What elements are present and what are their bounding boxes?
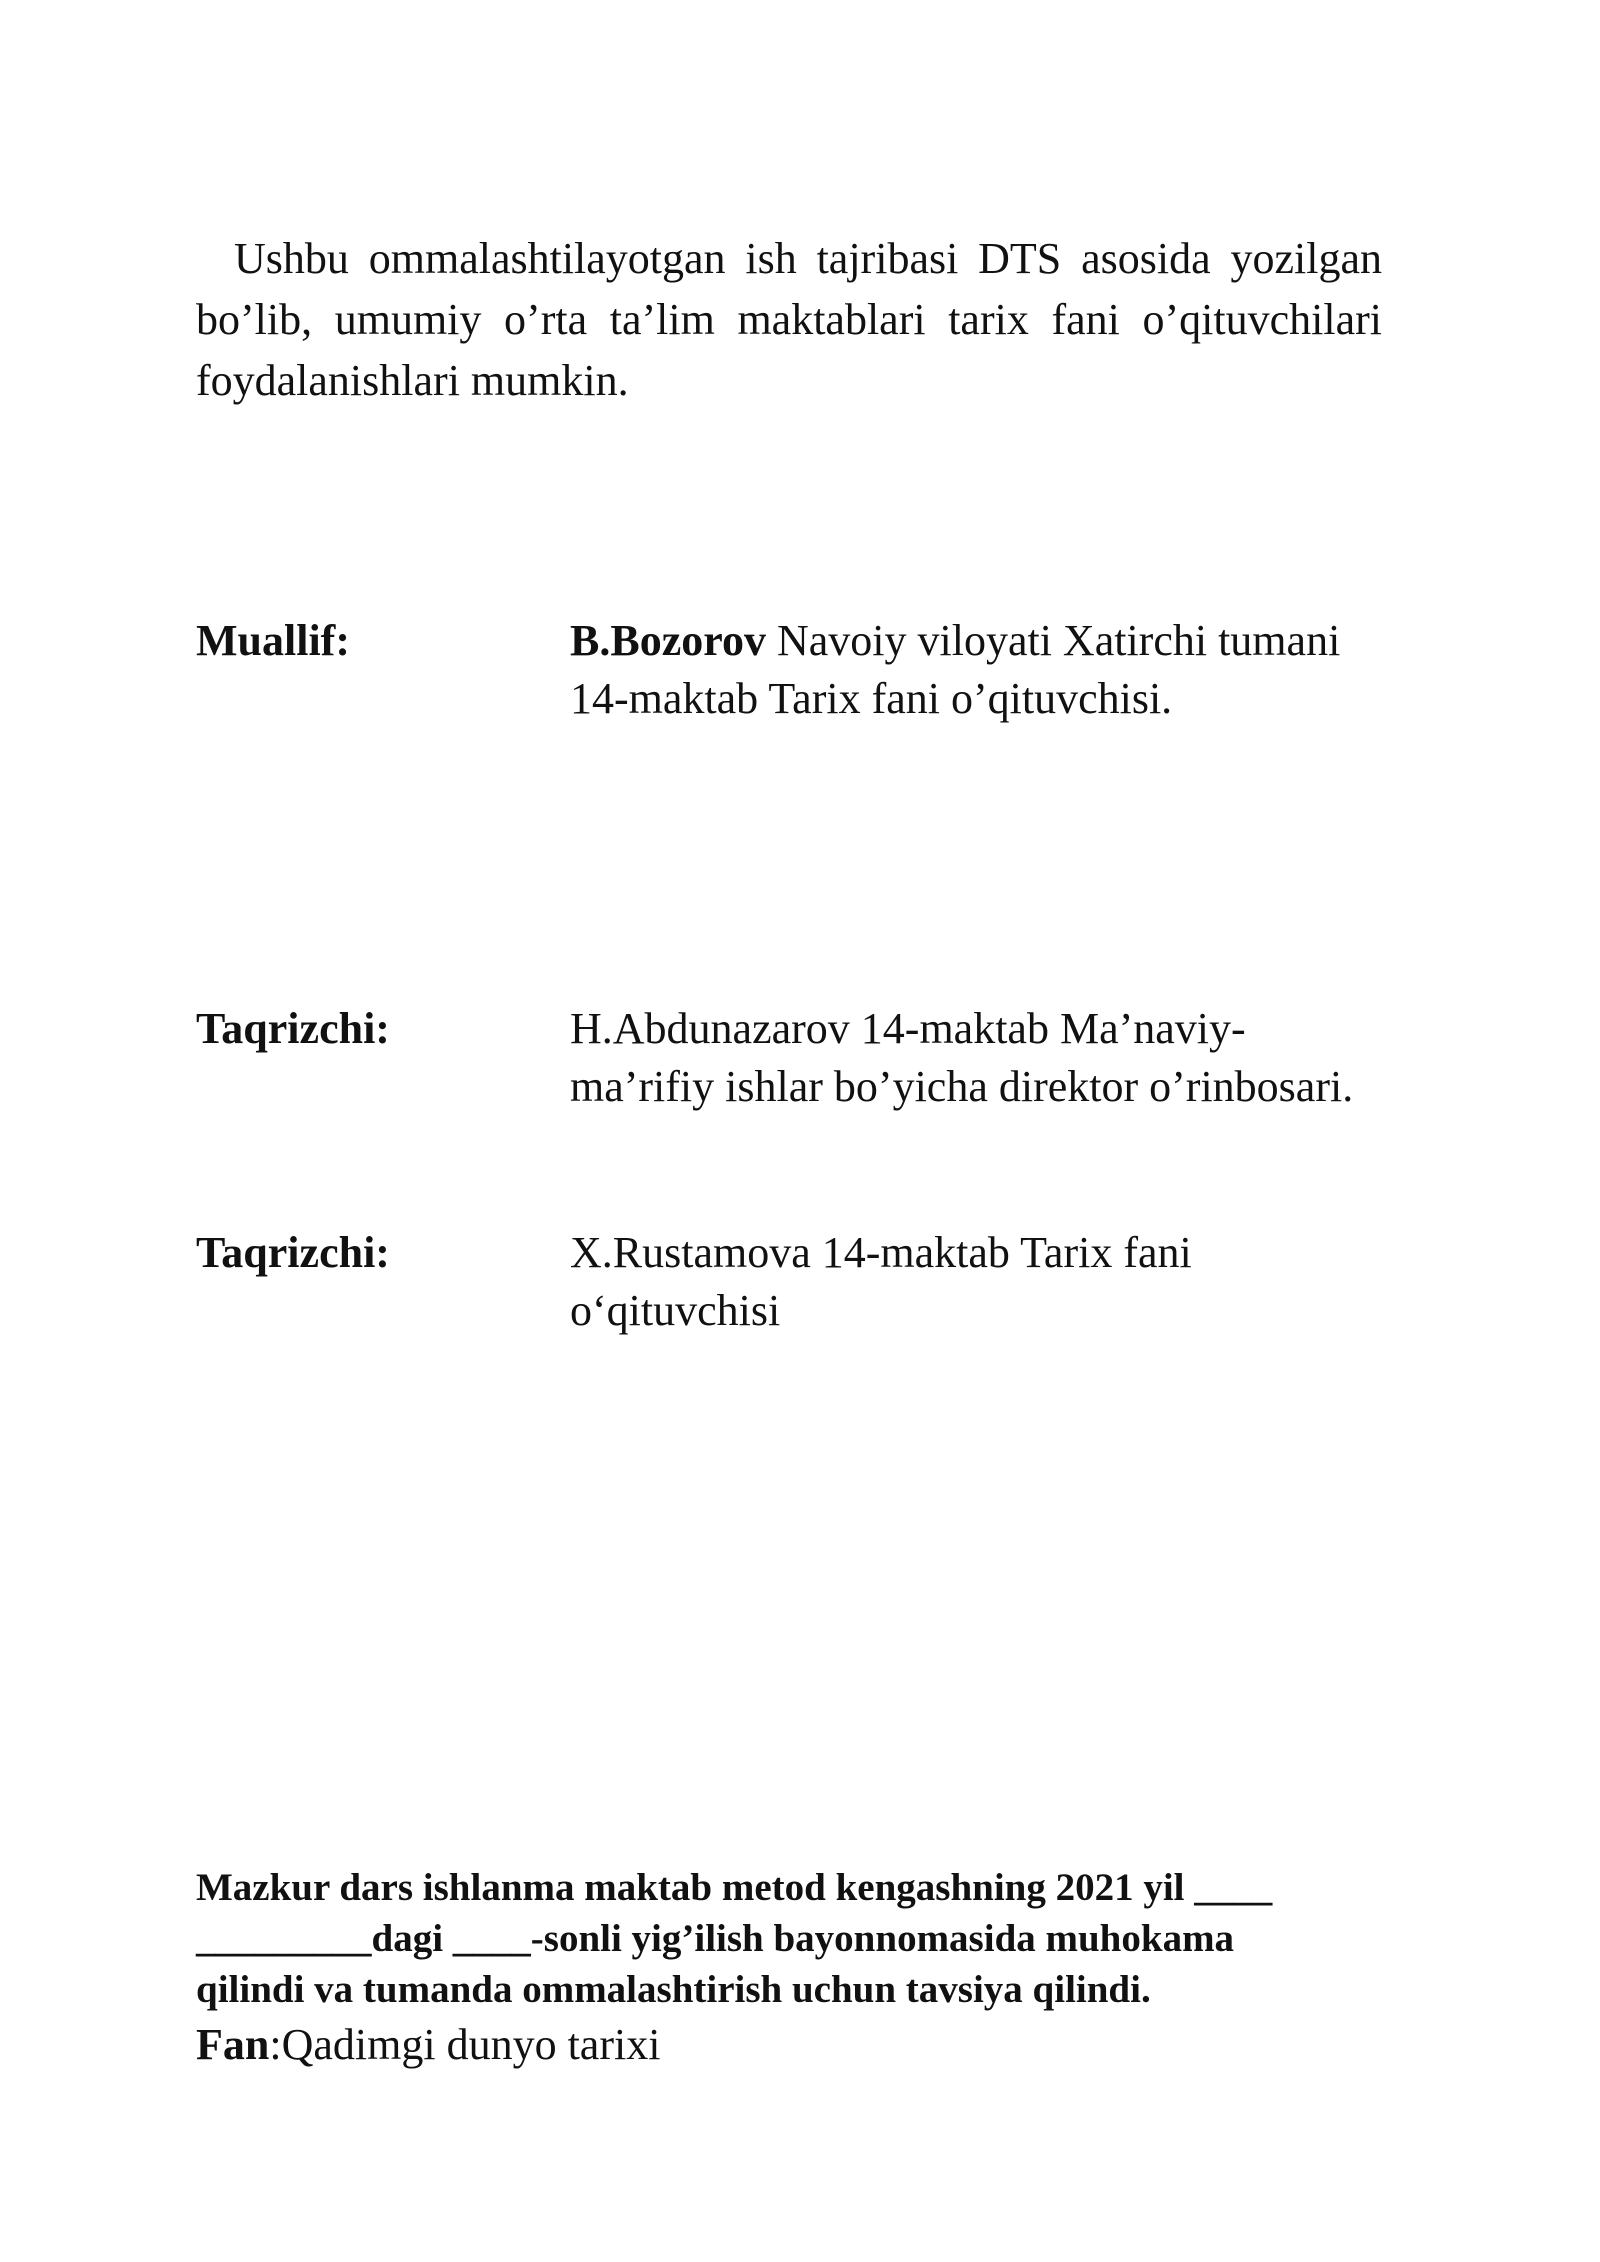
approval-line-3: qilindi va tumanda ommalashtirish uchun tavsiya qilindi. — [196, 1968, 1151, 2011]
intro-text: Ushbu ommalashtilayotgan ish tajribasi DTS asosida yozilgan bo’lib, umumiy o’rta ta’lim maktablari tarix fani o’qituvchilari foydalanishlari mumkin. — [196, 234, 1382, 405]
author-name: B.Bozorov — [570, 616, 766, 665]
subject-line — [196, 2016, 660, 2074]
subject-value: :Qadimgi dunyo tarixi — [269, 2020, 661, 2069]
intro-paragraph — [196, 228, 1382, 411]
reviewer-2-info: X.Rustamova 14-maktab Tarix fani o‘qituvchisi — [570, 1228, 1192, 1335]
author-description: Navoiy viloyati Xatirchi tumani 14-maktab Tarix fani o’qituvchisi. — [570, 616, 1341, 723]
subject-label: Fan — [196, 2020, 270, 2069]
reviewer-1-info: H.Abdunazarov 14-maktab Ma’naviy-ma’rifiy ishlar bo’yicha direktor o’rinbosari. — [570, 1004, 1354, 1111]
reviewer-2-label: Taqrizchi: — [196, 1228, 390, 1277]
approval-line-1: Mazkur dars ishlanma maktab metod kengashning 2021 yil ____ — [196, 1866, 1273, 1909]
approval-note — [196, 1862, 1396, 2015]
reviewer-1-label: Taqrizchi: — [196, 1004, 390, 1053]
approval-line-2: _________dagi ____-sonli yig’ilish bayonnomasida muhokama — [196, 1917, 1235, 1960]
author-info — [570, 612, 1370, 728]
author-label: Muallif: — [196, 616, 350, 665]
